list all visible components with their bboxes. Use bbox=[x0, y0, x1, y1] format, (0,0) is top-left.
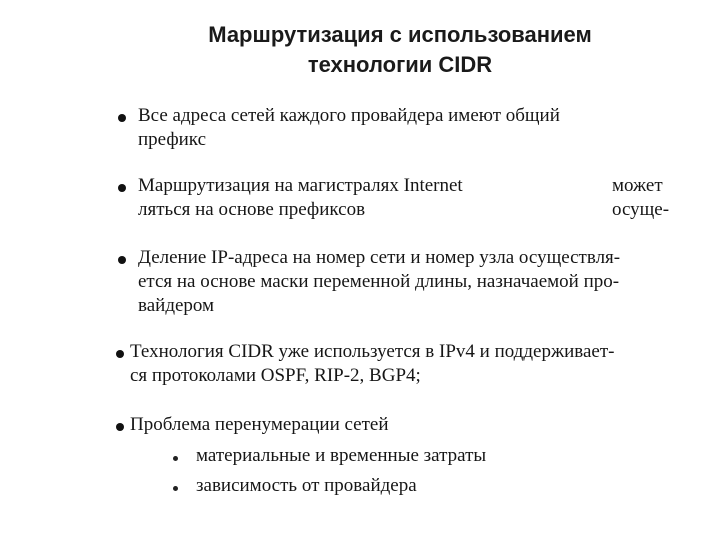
bullet-3-line-2: ется на основе маски переменной длины, назначаемой про- bbox=[138, 271, 620, 292]
bullet-2-line-1-right: может осуще- bbox=[612, 175, 670, 220]
bullet-dot bbox=[118, 114, 126, 122]
bullet-5 bbox=[130, 413, 706, 437]
title-line-1: Маршрутизация с использованием bbox=[208, 22, 592, 47]
bullet-5-line-1: Проблема перенумерации сетей bbox=[130, 414, 389, 435]
bullet-2 bbox=[138, 174, 704, 222]
bullet-dot bbox=[116, 423, 124, 431]
bullet-2-line-2: ляться на основе префиксов bbox=[138, 199, 366, 220]
bullet-1 bbox=[138, 104, 704, 152]
bullet-3-line-1: Деление IP-адреса на номер сети и номер узла осуществля- bbox=[138, 247, 621, 268]
slide-title bbox=[120, 20, 680, 80]
bullet-dot bbox=[116, 350, 124, 358]
sub-bullet-dot bbox=[173, 456, 178, 461]
bullet-3 bbox=[138, 246, 704, 318]
bullet-4-line-1: Технология CIDR уже используется в IPv4 и поддерживает- bbox=[130, 341, 615, 362]
bullet-2-line-1-left: Маршрутизация на магистралях Internet bbox=[138, 175, 463, 196]
sub-item-1: материальные и временные затраты bbox=[196, 445, 487, 466]
sub-item-2: зависимость от провайдера bbox=[196, 475, 417, 496]
bullet-4 bbox=[130, 340, 706, 388]
bullet-dot bbox=[118, 256, 126, 264]
bullet-3-line-3: вайдером bbox=[138, 295, 215, 316]
bullet-dot bbox=[118, 184, 126, 192]
bullet-1-line-1: Все адреса сетей каждого провайдера имеют общий bbox=[138, 105, 560, 126]
bullet-1-line-2: префикс bbox=[138, 129, 207, 150]
bullet-4-line-2: ся протоколами OSPF, RIP-2, BGP4; bbox=[130, 365, 421, 386]
sub-bullet-dot bbox=[173, 486, 178, 491]
title-line-2: технологии CIDR bbox=[307, 52, 493, 77]
